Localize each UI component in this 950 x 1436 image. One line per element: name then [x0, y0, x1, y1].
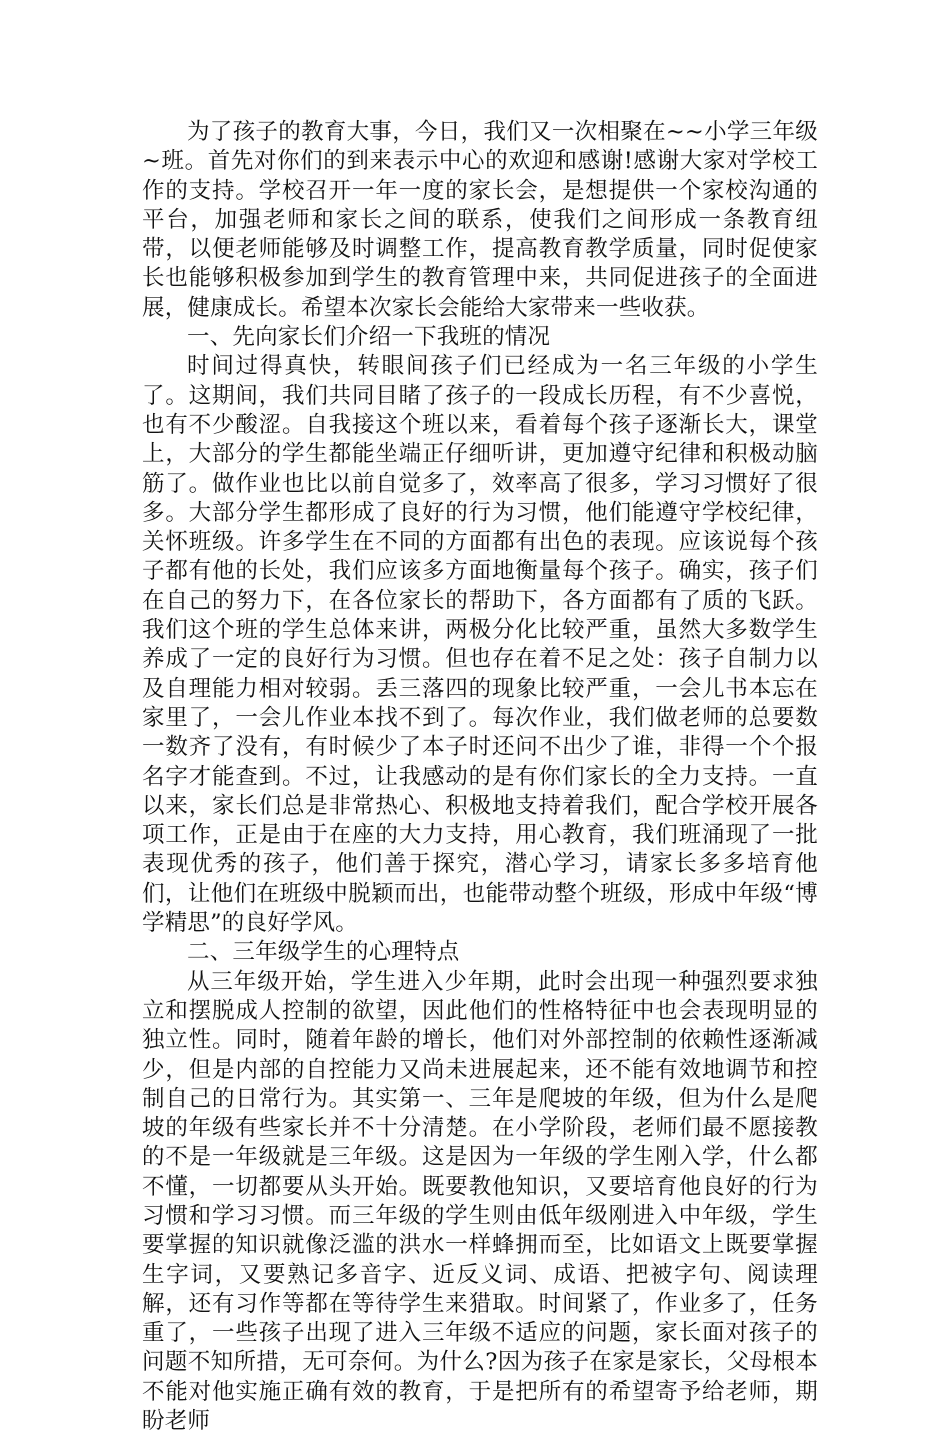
intro-paragraph: 为了孩子的教育大事，今日，我们又一次相聚在~~小学三年级~班。首先对你们的到来表示中心的欢迎和感谢!感谢大家对学校工作的支持。学校召开一年一度的家长会，是想提供一个家校沟通的平台，加强老师和家长之间的联系，使我们之间形成一条教育纽带，以便老师能够及时调整工作，提高教育教学质量，同时促使家长也能够积极参加到学生的教育管理中来，共同促进孩子的全面进展，健康成长。希望本次家长会能给大家带来一些收获。	[142, 119, 818, 321]
section-heading-class-situation: 一、先向家长们介绍一下我班的情况	[187, 324, 551, 351]
class-situation-paragraph: 时间过得真快，转眼间孩子们已经成为一名三年级的小学生了。这期间，我们共同目睹了孩子的一段成长历程，有不少喜悦，也有不少酸涩。自我接这个班以来，看着每个孩子逐渐长大，课堂上，大部分的学生都能坐端正仔细听讲，更加遵守纪律和积极动脑筋了。做作业也比以前自觉多了，效率高了很多，学习习惯好了很多。大部分学生都形成了良好的行为习惯，他们能遵守学校纪律，关怀班级。许多学生在不同的方面都有出色的表现。应该说每个孩子都有他的长处，我们应该多方面地衡量每个孩子。确实，孩子们在自己的努力下，在各位家长的帮助下，各方面都有了质的飞跃。我们这个班的学生总体来讲，两极分化比较严重，虽然大多数学生养成了一定的良好行为习惯。但也存在着不足之处：孩子自制力以及自理能力相对较弱。丢三落四的现象比较严重，一会儿书本忘在家里了，一会儿作业本找不到了。每次作业，我们做老师的总要数一数齐了没有，有时候少了本子时还问不出少了谁，非得一个个报名字才能查到。不过，让我感动的是有你们家长的全力支持。一直以来，家长们总是非常热心、积极地支持着我们，配合学校开展各项工作，正是由于在座的大力支持，用心教育，我们班涌现了一批表现优秀的孩子，他们善于探究，潜心学习，请家长多多培育他们，让他们在班级中脱颖而出，也能带动整个班级，形成中年级“博学精思”的良好学风。	[142, 353, 818, 937]
psychology-paragraph: 从三年级开始，学生进入少年期，此时会出现一种强烈要求独立和摆脱成人控制的欲望，因此他们的性格特征中也会表现明显的独立性。同时，随着年龄的增长，他们对外部控制的依赖性逐渐减少，但是内部的自控能力又尚未进展起来，还不能有效地调节和控制自己的日常行为。其实第一、三年是爬坡的年级，但为什么是爬坡的年级有些家长并不十分清楚。在小学阶段，老师们最不愿接教的不是一年级就是三年级。这是因为一年级的学生刚入学，什么都不懂，一切都要从头开始。既要教他知识，又要培育他良好的行为习惯和学习习惯。而三年级的学生则由低年级刚进入中年级，学生要掌握的知识就像泛滥的洪水一样蜂拥而至，比如语文上既要掌握生字词，又要熟记多音字、近反义词、成语、把被字句、阅读理解，还有习作等都在等待学生来猎取。时间紧了，作业多了，任务重了，一些孩子出现了进入三年级不适应的问题，家长面对孩子的问题不知所措，无可奈何。为什么?因为孩子在家是家长，父母根本不能对他实施正确有效的教育，于是把所有的希望寄予给老师，期盼老师	[142, 968, 818, 1435]
document-page	[142, 118, 818, 1436]
section-heading-psychology: 二、三年级学生的心理特点	[187, 939, 460, 966]
